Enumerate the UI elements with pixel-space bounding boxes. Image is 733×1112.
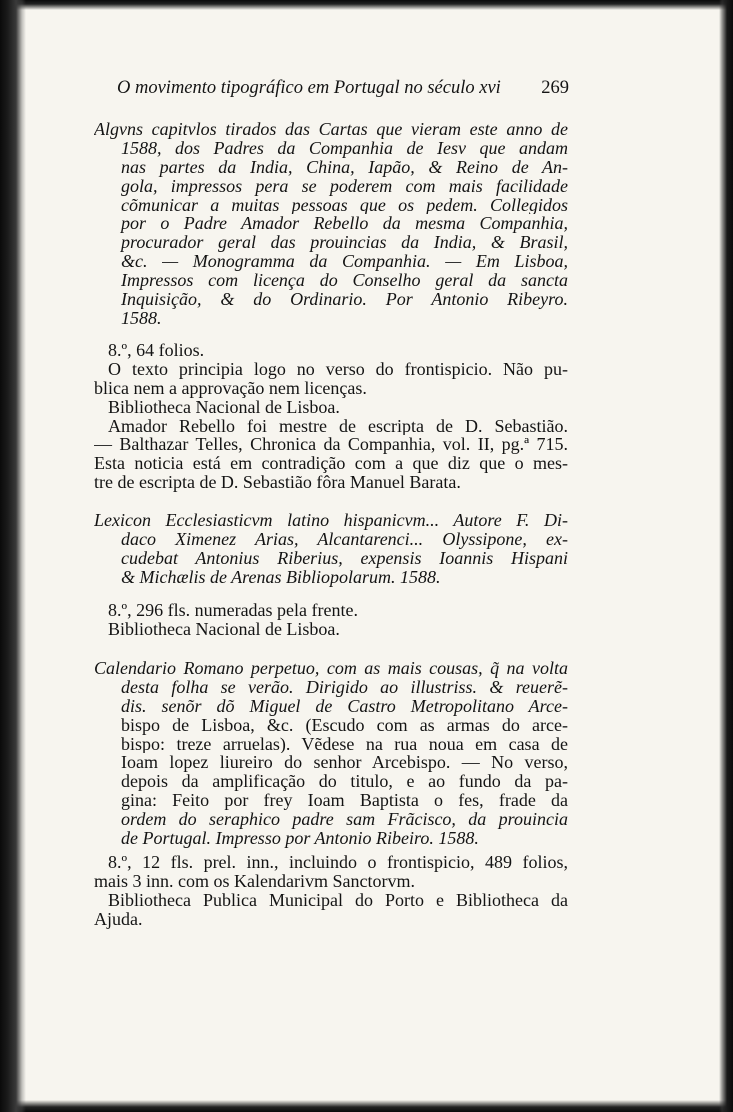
note-line: Bibliotheca Publica Municipal do Porto e Bibliotheca da [108,890,568,910]
entry-title-line: nas partes da India, China, Iapão, & Reino de An- [121,157,568,177]
entry-title-line: Lexicon Ecclesiasticvm latino hispanicvm... Autore F. Di- [94,511,568,530]
entry-3-notes [94,853,568,929]
entry-2-title [94,511,568,587]
note-line: blica nem a approvação nem licenças. [94,378,367,398]
running-header [117,76,569,100]
entry-title-line: Inquisição, & do Ordinario. Por Antonio Ribeyro. [121,290,568,309]
entry-1-notes [94,341,568,492]
note-line: 8.º, 64 folios. [108,341,205,360]
note-line: Bibliotheca Nacional de Lisboa. [108,619,340,639]
entry-title-line: bispo: treze arruelas). Vẽdese na rua noua em casa de [121,734,568,754]
entry-title-line: &c. — Monogramma da Companhia. — Em Lisboa, [121,252,568,272]
entry-title-line: cudebat Antonius Riberius, expensis Ioannis Hispani [121,548,568,568]
entry-title-line: Algvns capitvlos tirados das Cartas que vieram este anno de [94,120,568,139]
note-line: 8.º, 12 fls. prel. inn., incluindo o frontispicio, 489 folios, [108,853,568,872]
entry-title-line: de Portugal. Impresso por Antonio Ribeiro. 1588. [121,829,479,848]
note-line: — Balthazar Telles, Chronica da Companhia, vol. II, pg.ª 715. [94,435,568,455]
entry-title-line: 1588, dos Padres da Companhia de Iesv que andam [121,138,568,158]
entry-title-line: gola, impressos pera se poderem com mais facilidade [121,176,568,196]
running-title: O movimento tipográfico em Portugal no século xvi [117,78,501,98]
entry-title-line: Impressos com licença do Conselho geral da sancta [121,271,568,291]
note-line: mais 3 inn. com os Kalendarivm Sanctorvm. [94,871,415,891]
note-line: Bibliotheca Nacional de Lisboa. [108,397,340,417]
scan-edge-bottom [0,1100,733,1112]
entry-title-line: 1588. [121,308,162,328]
entry-title-line: cõmunicar a muitas pessoas que os pedem. Collegidos [121,195,568,215]
entry-title-line: Ioam lopez liureiro do senhor Arcebispo. — No verso, [121,753,568,773]
entry-title-line: bispo de Lisboa, &c. (Escudo com as armas do arce- [121,715,568,735]
entry-3-title [94,659,568,848]
entry-title-line: procurador geral das prouincias da India, & Brasil, [121,233,568,253]
entry-title-line: desta folha se verão. Dirigido ao illustriss. & reuerẽ- [121,677,568,697]
entry-title-line: ordem do seraphico padre sam Frãcisco, da prouincia [121,810,568,830]
scan-edge-right [719,0,733,1112]
entry-title-line: dis. senõr dõ Miguel de Castro Metropolitano Arce- [121,696,568,716]
note-line: Esta noticia está em contradição com a que diz que o mes- [94,454,568,474]
entry-title-line: Calendario Romano perpetuo, com as mais cousas, q̃ na volta [94,659,568,678]
entry-title-line: por o Padre Amador Rebello da mesma Companhia, [121,214,568,234]
note-line: 8.º, 296 fls. numeradas pela frente. [108,601,358,620]
note-line: tre de escripta de D. Sebastião fôra Manuel Barata. [94,473,461,493]
entry-title-line: depois da amplificação do titulo, e ao fundo da pa- [121,772,568,792]
page-number: 269 [541,78,569,98]
note-line: Ajuda. [94,909,143,929]
entry-2-notes [94,601,568,639]
scan-edge-left [0,0,26,1112]
note-line: O texto principia logo no verso do frontispicio. Não pu- [108,359,568,379]
entry-title-line: gina: Feito por frey Ioam Baptista o fes, frade da [121,791,568,811]
entry-1-title [94,120,568,328]
entry-title-line: daco Ximenez Arias, Alcantarenci... Olyssipone, ex- [121,529,568,549]
entry-title-line: & Michælis de Arenas Bibliopolarum. 1588. [121,567,441,587]
scan-edge-top [0,0,733,10]
note-line: Amador Rebello foi mestre de escripta de D. Sebastião. [108,416,568,436]
